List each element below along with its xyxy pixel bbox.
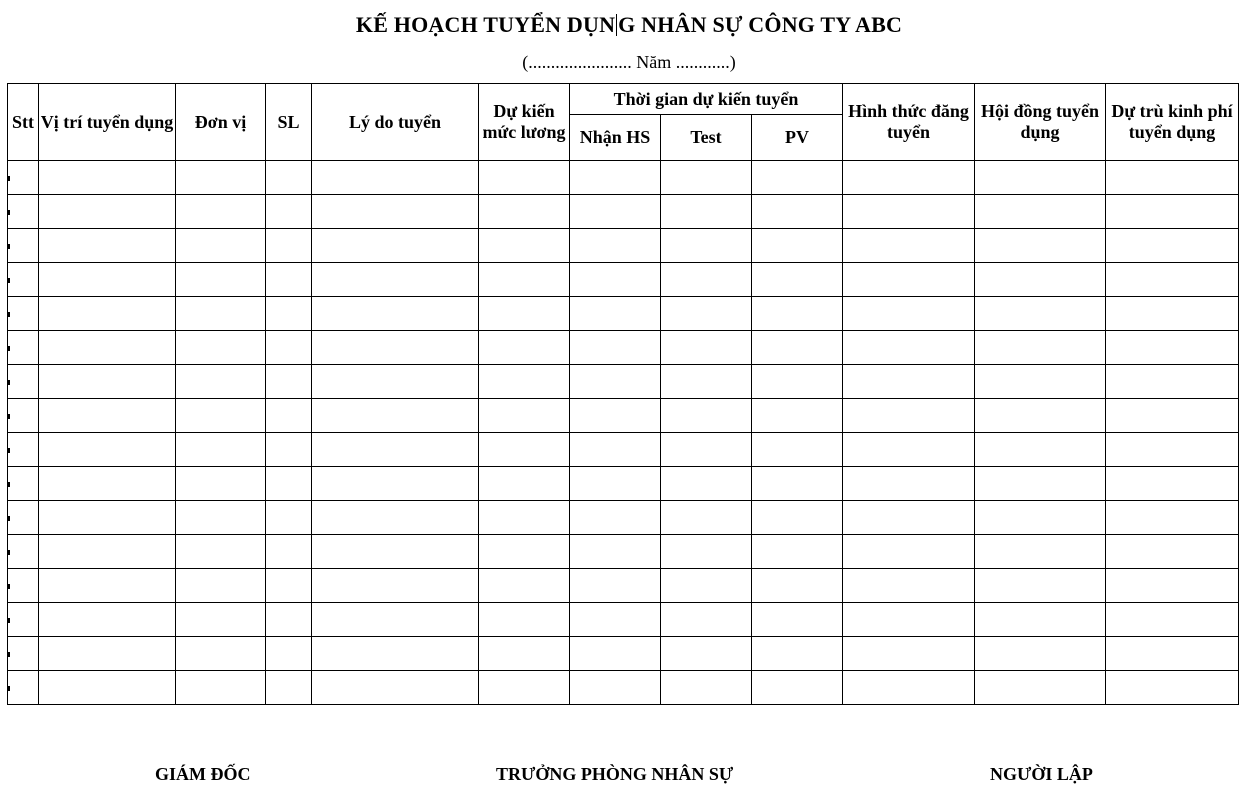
table-cell[interactable] bbox=[266, 501, 312, 535]
table-cell[interactable] bbox=[570, 161, 661, 195]
table-cell[interactable] bbox=[570, 569, 661, 603]
table-cell[interactable] bbox=[843, 637, 975, 671]
table-cell-stt[interactable] bbox=[8, 195, 39, 229]
table-cell[interactable] bbox=[312, 433, 479, 467]
table-cell[interactable] bbox=[1106, 297, 1239, 331]
title-text-end: G NHÂN SỰ CÔNG TY ABC bbox=[618, 12, 903, 37]
table-cell[interactable] bbox=[312, 331, 479, 365]
table-cell[interactable] bbox=[661, 671, 752, 705]
table-cell[interactable] bbox=[312, 263, 479, 297]
table-cell[interactable] bbox=[1106, 331, 1239, 365]
table-cell[interactable] bbox=[752, 637, 843, 671]
table-cell[interactable] bbox=[176, 535, 266, 569]
table-cell[interactable] bbox=[975, 331, 1106, 365]
table-cell[interactable] bbox=[975, 467, 1106, 501]
table-cell-stt[interactable] bbox=[8, 603, 39, 637]
table-cell-stt[interactable] bbox=[8, 229, 39, 263]
table-row bbox=[8, 637, 1239, 671]
table-cell[interactable] bbox=[312, 467, 479, 501]
table-cell-stt[interactable] bbox=[8, 365, 39, 399]
table-cell[interactable] bbox=[176, 399, 266, 433]
table-cell[interactable] bbox=[266, 263, 312, 297]
table-cell-stt[interactable] bbox=[8, 671, 39, 705]
table-cell[interactable] bbox=[661, 297, 752, 331]
table-cell[interactable] bbox=[975, 195, 1106, 229]
table-cell[interactable] bbox=[570, 433, 661, 467]
table-cell[interactable] bbox=[266, 195, 312, 229]
table-cell[interactable] bbox=[312, 501, 479, 535]
table-cell[interactable] bbox=[843, 229, 975, 263]
signature-director: GIÁM ĐỐC bbox=[155, 764, 251, 784]
table-cell[interactable] bbox=[843, 603, 975, 637]
table-cell[interactable] bbox=[39, 195, 176, 229]
table-row bbox=[8, 331, 1239, 365]
table-cell[interactable] bbox=[479, 331, 570, 365]
header-test: Test bbox=[661, 115, 752, 161]
table-cell[interactable] bbox=[266, 433, 312, 467]
table-cell[interactable] bbox=[570, 671, 661, 705]
table-cell[interactable] bbox=[39, 671, 176, 705]
table-row bbox=[8, 467, 1239, 501]
table-cell[interactable] bbox=[843, 535, 975, 569]
table-cell[interactable] bbox=[39, 331, 176, 365]
table-cell[interactable] bbox=[479, 229, 570, 263]
table-cell[interactable] bbox=[479, 603, 570, 637]
table-cell[interactable] bbox=[479, 501, 570, 535]
table-cell[interactable] bbox=[266, 535, 312, 569]
table-cell-stt[interactable] bbox=[8, 637, 39, 671]
table-cell[interactable] bbox=[752, 161, 843, 195]
table-cell[interactable] bbox=[975, 501, 1106, 535]
table-cell[interactable] bbox=[479, 467, 570, 501]
table-cell[interactable] bbox=[39, 637, 176, 671]
table-cell[interactable] bbox=[1106, 535, 1239, 569]
table-cell[interactable] bbox=[266, 671, 312, 705]
table-cell[interactable] bbox=[479, 263, 570, 297]
document-title bbox=[0, 12, 1258, 38]
table-cell[interactable] bbox=[176, 433, 266, 467]
table-cell[interactable] bbox=[39, 603, 176, 637]
table-cell[interactable] bbox=[1106, 399, 1239, 433]
table-cell[interactable] bbox=[176, 263, 266, 297]
table-cell[interactable] bbox=[1106, 195, 1239, 229]
table-cell[interactable] bbox=[975, 671, 1106, 705]
table-cell[interactable] bbox=[661, 535, 752, 569]
table-cell[interactable] bbox=[266, 229, 312, 263]
table-row bbox=[8, 603, 1239, 637]
table-cell[interactable] bbox=[266, 399, 312, 433]
table-row bbox=[8, 161, 1239, 195]
table-cell[interactable] bbox=[661, 229, 752, 263]
table-row bbox=[8, 195, 1239, 229]
table-cell[interactable] bbox=[752, 603, 843, 637]
table-cell[interactable] bbox=[843, 399, 975, 433]
table-cell[interactable] bbox=[312, 229, 479, 263]
table-cell[interactable] bbox=[1106, 365, 1239, 399]
table-cell[interactable] bbox=[975, 161, 1106, 195]
table-cell[interactable] bbox=[176, 569, 266, 603]
table-cell[interactable] bbox=[752, 501, 843, 535]
table-cell[interactable] bbox=[312, 161, 479, 195]
table-cell[interactable] bbox=[479, 535, 570, 569]
table-cell[interactable] bbox=[975, 263, 1106, 297]
table-cell[interactable] bbox=[176, 467, 266, 501]
header-reason: Lý do tuyển bbox=[312, 84, 479, 161]
table-row bbox=[8, 433, 1239, 467]
table-row bbox=[8, 671, 1239, 705]
table-cell[interactable] bbox=[661, 399, 752, 433]
table-cell[interactable] bbox=[570, 297, 661, 331]
table-cell[interactable] bbox=[661, 365, 752, 399]
table-cell[interactable] bbox=[312, 297, 479, 331]
table-cell[interactable] bbox=[266, 467, 312, 501]
table-cell[interactable] bbox=[1106, 229, 1239, 263]
table-cell[interactable] bbox=[312, 365, 479, 399]
table-cell[interactable] bbox=[661, 467, 752, 501]
table-row bbox=[8, 399, 1239, 433]
table-cell[interactable] bbox=[1106, 671, 1239, 705]
table-cell[interactable] bbox=[176, 229, 266, 263]
table-cell-stt[interactable] bbox=[8, 297, 39, 331]
signature-creator: NGƯỜI LẬP bbox=[990, 764, 1093, 784]
table-cell[interactable] bbox=[266, 365, 312, 399]
table-cell[interactable] bbox=[176, 501, 266, 535]
table-cell[interactable] bbox=[843, 433, 975, 467]
table-cell[interactable] bbox=[975, 569, 1106, 603]
table-row bbox=[8, 297, 1239, 331]
header-receive-cv: Nhận HS bbox=[570, 115, 661, 161]
table-cell[interactable] bbox=[843, 297, 975, 331]
table-row bbox=[8, 569, 1239, 603]
table-cell[interactable] bbox=[661, 331, 752, 365]
table-cell[interactable] bbox=[479, 671, 570, 705]
table-cell[interactable] bbox=[661, 263, 752, 297]
table-cell[interactable] bbox=[570, 501, 661, 535]
table-cell[interactable] bbox=[843, 501, 975, 535]
table-cell[interactable] bbox=[479, 195, 570, 229]
table-cell[interactable] bbox=[312, 535, 479, 569]
header-method: Hình thức đăng tuyển bbox=[843, 84, 975, 161]
table-cell[interactable] bbox=[39, 501, 176, 535]
table-cell[interactable] bbox=[176, 603, 266, 637]
table-cell[interactable] bbox=[975, 229, 1106, 263]
table-cell[interactable] bbox=[570, 603, 661, 637]
table-cell[interactable] bbox=[312, 603, 479, 637]
table-cell-stt[interactable] bbox=[8, 263, 39, 297]
table-cell[interactable] bbox=[176, 331, 266, 365]
table-cell[interactable] bbox=[975, 399, 1106, 433]
table-cell[interactable] bbox=[752, 331, 843, 365]
table-cell[interactable] bbox=[312, 671, 479, 705]
table-cell[interactable] bbox=[570, 467, 661, 501]
table-cell[interactable] bbox=[479, 161, 570, 195]
table-cell[interactable] bbox=[479, 433, 570, 467]
table-cell[interactable] bbox=[843, 331, 975, 365]
header-quantity: SL bbox=[266, 84, 312, 161]
header-salary: Dự kiến mức lương bbox=[479, 84, 570, 161]
table-cell[interactable] bbox=[843, 365, 975, 399]
header-interview: PV bbox=[752, 115, 843, 161]
table-cell[interactable] bbox=[176, 671, 266, 705]
table-cell[interactable] bbox=[570, 399, 661, 433]
table-cell[interactable] bbox=[39, 399, 176, 433]
table-cell[interactable] bbox=[1106, 467, 1239, 501]
table-cell[interactable] bbox=[176, 161, 266, 195]
table-cell[interactable] bbox=[1106, 433, 1239, 467]
table-cell[interactable] bbox=[661, 637, 752, 671]
table-cell-stt[interactable] bbox=[8, 161, 39, 195]
table-cell[interactable] bbox=[570, 331, 661, 365]
table-cell[interactable] bbox=[312, 399, 479, 433]
table-cell[interactable] bbox=[752, 433, 843, 467]
table-cell[interactable] bbox=[176, 637, 266, 671]
table-cell[interactable] bbox=[843, 671, 975, 705]
table-cell-stt[interactable] bbox=[8, 535, 39, 569]
table-cell[interactable] bbox=[39, 467, 176, 501]
table-cell[interactable] bbox=[752, 535, 843, 569]
table-cell[interactable] bbox=[266, 637, 312, 671]
header-stt: Stt bbox=[8, 84, 39, 161]
table-cell[interactable] bbox=[570, 637, 661, 671]
table-cell[interactable] bbox=[570, 535, 661, 569]
table-cell[interactable] bbox=[39, 365, 176, 399]
table-cell[interactable] bbox=[39, 535, 176, 569]
table-cell[interactable] bbox=[479, 399, 570, 433]
table-cell[interactable] bbox=[843, 569, 975, 603]
table-cell[interactable] bbox=[1106, 569, 1239, 603]
table-cell[interactable] bbox=[312, 569, 479, 603]
table-cell[interactable] bbox=[479, 637, 570, 671]
table-cell[interactable] bbox=[39, 433, 176, 467]
table-cell[interactable] bbox=[1106, 263, 1239, 297]
table-cell[interactable] bbox=[975, 297, 1106, 331]
header-budget: Dự trù kinh phí tuyển dụng bbox=[1106, 84, 1239, 161]
table-cell[interactable] bbox=[752, 671, 843, 705]
table-cell[interactable] bbox=[975, 603, 1106, 637]
table-cell[interactable] bbox=[975, 433, 1106, 467]
table-cell[interactable] bbox=[176, 297, 266, 331]
table-cell[interactable] bbox=[752, 297, 843, 331]
header-council: Hội đồng tuyển dụng bbox=[975, 84, 1106, 161]
table-cell[interactable] bbox=[479, 569, 570, 603]
table-cell[interactable] bbox=[39, 569, 176, 603]
table-cell[interactable] bbox=[266, 603, 312, 637]
table-cell[interactable] bbox=[661, 161, 752, 195]
table-cell[interactable] bbox=[752, 399, 843, 433]
table-cell[interactable] bbox=[752, 467, 843, 501]
table-cell[interactable] bbox=[39, 263, 176, 297]
table-cell[interactable] bbox=[752, 263, 843, 297]
table-cell-stt[interactable] bbox=[8, 331, 39, 365]
table-cell[interactable] bbox=[570, 229, 661, 263]
table-cell[interactable] bbox=[176, 365, 266, 399]
table-cell[interactable] bbox=[975, 365, 1106, 399]
table-cell[interactable] bbox=[39, 229, 176, 263]
recruitment-plan-table bbox=[7, 83, 1239, 705]
table-cell[interactable] bbox=[661, 603, 752, 637]
table-cell[interactable] bbox=[39, 297, 176, 331]
table-cell[interactable] bbox=[570, 263, 661, 297]
table-cell[interactable] bbox=[312, 195, 479, 229]
table-row bbox=[8, 535, 1239, 569]
table-cell[interactable] bbox=[975, 535, 1106, 569]
table-row bbox=[8, 263, 1239, 297]
table-cell[interactable] bbox=[479, 297, 570, 331]
table-cell-stt[interactable] bbox=[8, 501, 39, 535]
table-row bbox=[8, 365, 1239, 399]
table-cell[interactable] bbox=[661, 569, 752, 603]
table-cell[interactable] bbox=[266, 297, 312, 331]
table-cell-stt[interactable] bbox=[8, 467, 39, 501]
table-cell[interactable] bbox=[843, 195, 975, 229]
table-cell[interactable] bbox=[266, 569, 312, 603]
table-cell[interactable] bbox=[1106, 161, 1239, 195]
table-cell-stt[interactable] bbox=[8, 433, 39, 467]
table-cell[interactable] bbox=[752, 195, 843, 229]
table-cell-stt[interactable] bbox=[8, 569, 39, 603]
table-cell[interactable] bbox=[570, 195, 661, 229]
table-cell[interactable] bbox=[266, 161, 312, 195]
table-row bbox=[8, 501, 1239, 535]
table-cell[interactable] bbox=[1106, 603, 1239, 637]
table-cell[interactable] bbox=[843, 263, 975, 297]
table-cell[interactable] bbox=[479, 365, 570, 399]
header-unit: Đơn vị bbox=[176, 84, 266, 161]
table-cell[interactable] bbox=[843, 467, 975, 501]
document-subtitle: (....................... Năm ............) bbox=[522, 52, 736, 72]
table-cell[interactable] bbox=[312, 637, 479, 671]
table-row bbox=[8, 229, 1239, 263]
table-cell[interactable] bbox=[39, 161, 176, 195]
signature-hr-head: TRƯỞNG PHÒNG NHÂN SỰ bbox=[496, 764, 734, 784]
table-cell[interactable] bbox=[661, 433, 752, 467]
table-cell[interactable] bbox=[176, 195, 266, 229]
header-position: Vị trí tuyển dụng bbox=[39, 84, 176, 161]
table-cell[interactable] bbox=[1106, 501, 1239, 535]
table-cell-stt[interactable] bbox=[8, 399, 39, 433]
table-cell[interactable] bbox=[661, 195, 752, 229]
header-timeline-group: Thời gian dự kiến tuyển bbox=[570, 84, 843, 115]
table-cell[interactable] bbox=[752, 365, 843, 399]
table-cell[interactable] bbox=[975, 637, 1106, 671]
table-cell[interactable] bbox=[661, 501, 752, 535]
table-cell[interactable] bbox=[570, 365, 661, 399]
title-text-start: KẾ HOẠCH TUYỂN DỤN bbox=[355, 12, 616, 37]
table-body bbox=[8, 161, 1239, 705]
table-cell[interactable] bbox=[266, 331, 312, 365]
table-cell[interactable] bbox=[1106, 637, 1239, 671]
table-cell[interactable] bbox=[843, 161, 975, 195]
table-cell[interactable] bbox=[752, 569, 843, 603]
table-cell[interactable] bbox=[752, 229, 843, 263]
